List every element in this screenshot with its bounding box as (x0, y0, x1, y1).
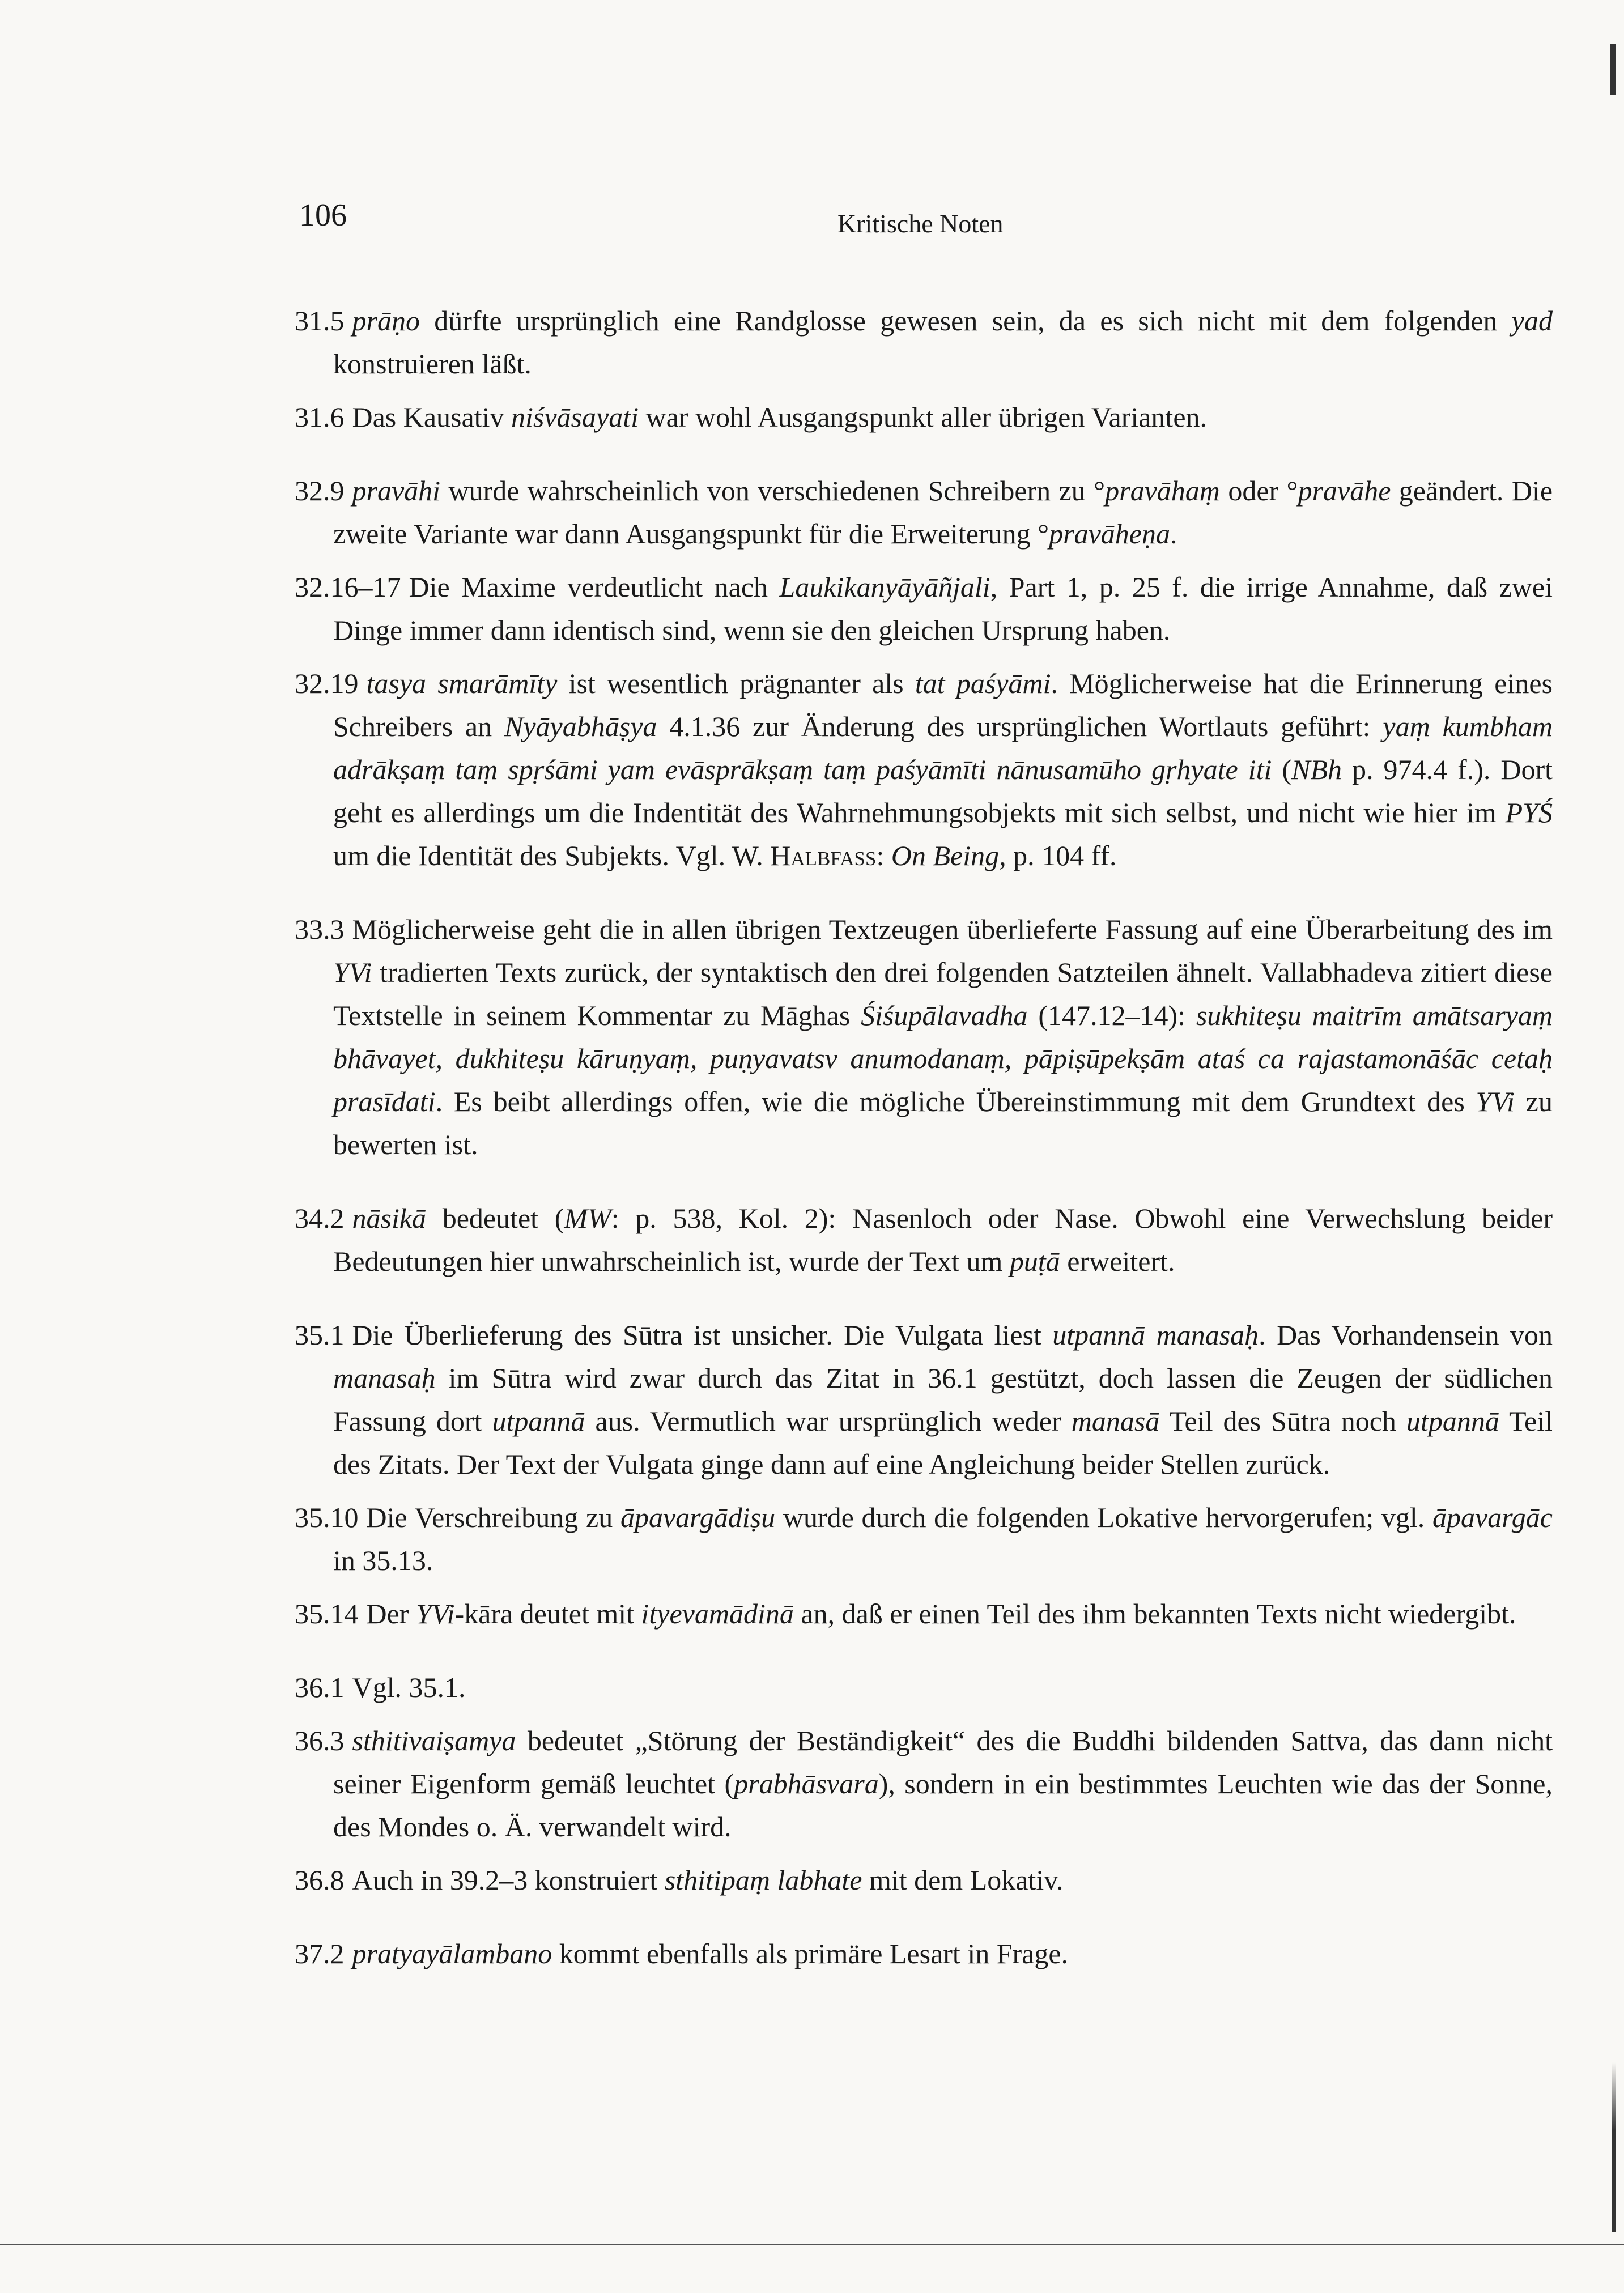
note-ref: 31.5 (295, 305, 345, 337)
note-ref: 34.2 (295, 1202, 345, 1234)
note-text: Auch in 39.2–3 konstruiert sthitipaṃ labhate mit dem Lokativ. (352, 1864, 1064, 1896)
note-35-10 (295, 1496, 1553, 1582)
note-32-16-17 (295, 565, 1553, 652)
note-text: tasya smarāmīty ist wesentlich prägnanter als tat paśyāmi. Möglicherweise hat die Erinnerung eines Schreibers an Nyāyabhāṣya 4.1.36 zur Änderung des ursprünglichen Wortlauts geführt: yaṃ kumbham adrākṣaṃ taṃ spṛśāmi yam evāsprākṣaṃ taṃ paśyāmīti nānusamūho gṛhyate iti (NBh p. 974.4 f.). Dort geht es allerdings um die Indentität des Wahrnehmungsobjekts mit sich selbst, und nicht wie hier im PYŚ um die Identität des Subjekts. Vgl. W. Halbfass: On Being, p. 104 ff. (333, 667, 1553, 871)
note-ref: 32.19 (295, 667, 359, 699)
note-ref: 36.1 (295, 1671, 345, 1703)
note-text: prāṇo dürfte ursprünglich eine Randglosse gewesen sein, da es sich nicht mit dem folgenden yad konstruieren läßt. (333, 305, 1553, 380)
note-31-6 (295, 395, 1553, 439)
note-35-14 (295, 1592, 1553, 1635)
note-33-3 (295, 908, 1553, 1166)
note-36-8 (295, 1858, 1553, 1901)
scan-bottom-edge (0, 2244, 1624, 2245)
note-31-5 (295, 299, 1553, 385)
note-text: Die Maxime verdeutlicht nach Laukikanyāyāñjali, Part 1, p. 25 f. die irrige Annahme, daß zwei Dinge immer dann identisch sind, wenn sie den gleichen Ursprung haben. (333, 571, 1553, 646)
note-text: pravāhi wurde wahrscheinlich von verschiedenen Schreibern zu °pravāhaṃ oder °pravāhe geändert. Die zweite Variante war dann Ausgangspunkt für die Erweiterung °pravāheṇa. (333, 475, 1553, 550)
note-text: Der YVi-kāra deutet mit ityevamādinā an, daß er einen Teil des ihm bekannten Texts nicht wiedergibt. (366, 1598, 1516, 1630)
note-text: Möglicherweise geht die in allen übrigen Textzeugen überlieferte Fassung auf eine Überarbeitung des im YVi tradierten Texts zurück, der syntaktisch den drei folgenden Satzteilen ähnelt. Vallabhadeva zitiert diese Textstelle in seinem Kommentar zu Māghas Śiśupālavadha (147.12–14): sukhiteṣu maitrīm amātsaryaṃ bhāvayet, dukhiteṣu kāruṇyaṃ, puṇyavatsv anumodanaṃ, pāpiṣūpekṣām ataś ca rajastamonāśāc cetaḥ prasīdati. Es beibt allerdings offen, wie die mögliche Übereinstimmung mit dem Grundtext des YVi zu bewerten ist. (333, 913, 1553, 1160)
page-number: 106 (299, 198, 347, 233)
note-ref: 33.3 (295, 913, 345, 945)
note-ref: 36.8 (295, 1864, 345, 1896)
note-36-3 (295, 1719, 1553, 1848)
note-text: Die Überlieferung des Sūtra ist unsicher. Die Vulgata liest utpannā manasaḥ. Das Vorhandensein von manasaḥ im Sūtra wird zwar durch das Zitat in 36.1 gestützt, doch lassen die Zeugen der südlichen Fassung dort utpannā aus. Vermutlich war ursprünglich weder manasā Teil des Sūtra noch utpannā Teil des Zitats. Der Text der Vulgata ginge dann auf eine Angleichung beider Stellen zurück. (333, 1319, 1553, 1480)
note-text: Vgl. 35.1. (352, 1671, 466, 1703)
note-ref: 37.2 (295, 1938, 345, 1969)
note-ref: 31.6 (295, 401, 345, 433)
note-text: Das Kausativ niśvāsayati war wohl Ausgangspunkt aller übrigen Varianten. (352, 401, 1208, 433)
running-head: Kritische Noten (837, 209, 1004, 238)
note-ref: 32.9 (295, 475, 345, 507)
note-36-1 (295, 1666, 1553, 1709)
note-37-2 (295, 1932, 1553, 1975)
note-ref: 36.3 (295, 1725, 345, 1756)
note-text: pratyayālambano kommt ebenfalls als primäre Lesart in Frage. (352, 1938, 1069, 1969)
note-text: nāsikā bedeutet (MW: p. 538, Kol. 2): Nasenloch oder Nase. Obwohl eine Verwechslung beider Bedeutungen hier unwahrscheinlich ist, wurde der Text um puṭā erweitert. (333, 1202, 1553, 1277)
critical-notes (295, 299, 1553, 1985)
note-34-2 (295, 1197, 1553, 1283)
scan-edge-mark (1610, 44, 1616, 95)
note-text: Die Verschreibung zu āpavargādiṣu wurde durch die folgenden Lokative hervorgerufen; vgl. āpavargāc in 35.13. (333, 1501, 1553, 1576)
note-ref: 35.14 (295, 1598, 359, 1630)
note-32-9 (295, 469, 1553, 555)
note-ref: 32.16–17 (295, 571, 401, 603)
scan-edge-mark (1612, 2062, 1616, 2232)
note-35-1 (295, 1313, 1553, 1486)
note-ref: 35.1 (295, 1319, 345, 1351)
note-ref: 35.10 (295, 1501, 359, 1533)
note-text: sthitivaiṣamya bedeutet „Störung der Beständigkeit“ des die Buddhi bildenden Sattva, das dann nicht seiner Eigenform gemäß leuchtet (prabhāsvara), sondern in ein bestimmtes Leuchten wie das der Sonne, des Mondes o. Ä. verwandelt wird. (333, 1725, 1553, 1843)
note-32-19 (295, 662, 1553, 877)
